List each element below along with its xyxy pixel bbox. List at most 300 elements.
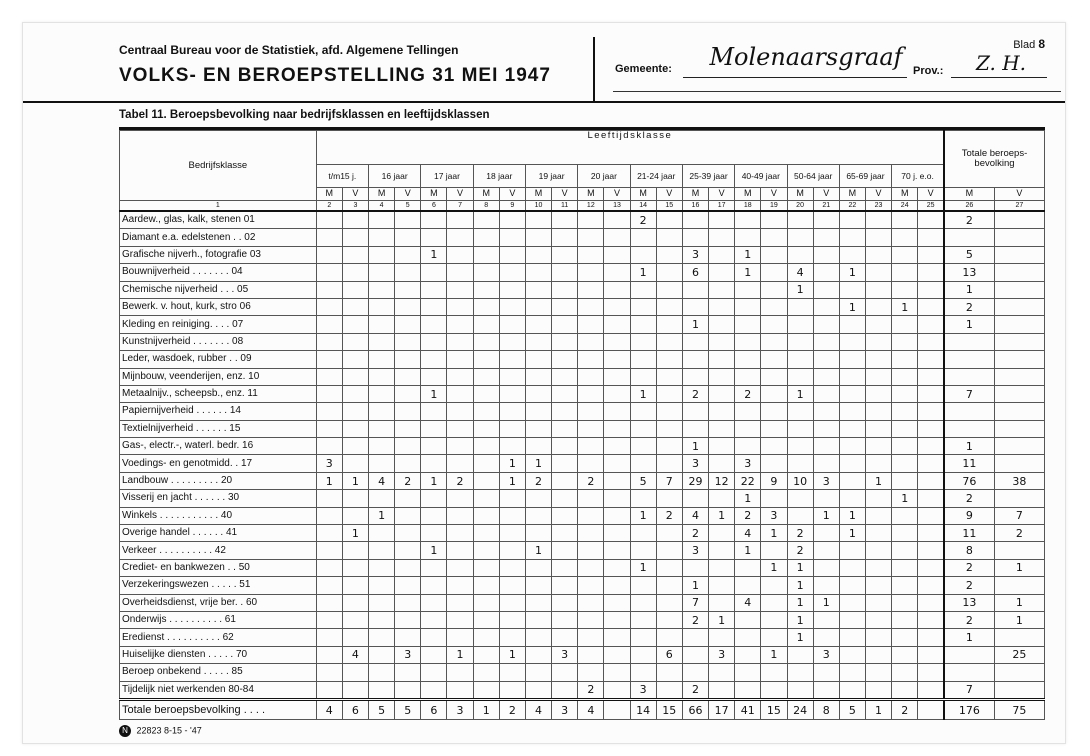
count-cell xyxy=(578,298,604,315)
count-cell xyxy=(709,211,735,229)
count-cell xyxy=(682,351,708,368)
count-cell xyxy=(342,594,368,611)
count-cell xyxy=(316,507,342,524)
count-cell xyxy=(499,559,525,576)
count-cell: 4 xyxy=(682,507,708,524)
count-cell xyxy=(316,664,342,681)
count-cell xyxy=(630,420,656,437)
count-cell xyxy=(630,368,656,385)
male-header: M xyxy=(369,187,395,200)
total-cell: 176 xyxy=(944,700,994,720)
count-cell xyxy=(447,594,473,611)
count-cell: 2 xyxy=(682,525,708,542)
count-cell xyxy=(918,333,944,350)
count-cell xyxy=(918,420,944,437)
count-cell xyxy=(604,281,630,298)
count-cell: 4 xyxy=(735,594,761,611)
table-row xyxy=(120,455,1045,472)
count-cell xyxy=(761,298,787,315)
count-cell xyxy=(656,525,682,542)
count-cell xyxy=(473,420,499,437)
count-cell: 1 xyxy=(944,629,994,646)
count-cell xyxy=(578,368,604,385)
count-cell xyxy=(709,542,735,559)
count-cell xyxy=(473,264,499,281)
bedrijfsklasse-label: Verkeer . . . . . . . . . . 42 xyxy=(120,542,317,559)
count-cell xyxy=(656,403,682,420)
count-cell xyxy=(735,438,761,455)
count-cell xyxy=(342,333,368,350)
count-cell xyxy=(994,351,1044,368)
count-cell xyxy=(316,333,342,350)
count-cell xyxy=(604,472,630,489)
count-cell xyxy=(369,333,395,350)
count-cell xyxy=(918,507,944,524)
count-cell xyxy=(709,525,735,542)
bedrijfsklasse-label: Verzekeringswezen . . . . . 51 xyxy=(120,577,317,594)
count-cell xyxy=(316,264,342,281)
count-cell xyxy=(369,368,395,385)
count-cell xyxy=(499,229,525,246)
bedrijfsklasse-label: Eredienst . . . . . . . . . . 62 xyxy=(120,629,317,646)
count-cell xyxy=(473,316,499,333)
count-cell xyxy=(421,438,447,455)
count-cell xyxy=(839,246,865,263)
count-cell xyxy=(918,664,944,681)
count-cell xyxy=(656,298,682,315)
table-row xyxy=(120,577,1045,594)
count-cell xyxy=(316,316,342,333)
count-cell xyxy=(865,211,891,229)
count-cell xyxy=(447,264,473,281)
table-row xyxy=(120,211,1045,229)
count-cell: 1 xyxy=(813,594,839,611)
count-cell: 6 xyxy=(682,264,708,281)
count-cell xyxy=(604,351,630,368)
column-number: 10 xyxy=(525,201,551,211)
count-cell xyxy=(994,246,1044,263)
count-cell xyxy=(839,333,865,350)
count-cell: 5 xyxy=(630,472,656,489)
count-cell xyxy=(552,525,578,542)
count-cell xyxy=(892,629,918,646)
count-cell: 1 xyxy=(994,594,1044,611)
count-cell xyxy=(682,403,708,420)
count-cell xyxy=(473,211,499,229)
count-cell xyxy=(499,525,525,542)
count-cell xyxy=(552,403,578,420)
age-group-header: 16 jaar xyxy=(369,164,421,187)
table-row xyxy=(120,472,1045,489)
count-cell xyxy=(813,490,839,507)
count-cell xyxy=(369,316,395,333)
count-cell: 1 xyxy=(421,385,447,402)
bedrijfsklasse-label: Tijdelijk niet werkenden 80-84 xyxy=(120,681,317,699)
total-cell: 6 xyxy=(342,700,368,720)
age-group-header: 25-39 jaar xyxy=(682,164,734,187)
column-number: 25 xyxy=(918,201,944,211)
count-cell xyxy=(892,664,918,681)
count-cell xyxy=(342,681,368,699)
count-cell xyxy=(709,298,735,315)
count-cell xyxy=(395,351,421,368)
count-cell xyxy=(473,490,499,507)
count-cell xyxy=(709,438,735,455)
count-cell xyxy=(342,490,368,507)
count-cell xyxy=(604,577,630,594)
count-cell xyxy=(865,333,891,350)
form-print-code xyxy=(119,725,202,737)
count-cell xyxy=(552,333,578,350)
count-cell xyxy=(525,281,551,298)
male-header: M xyxy=(682,187,708,200)
count-cell xyxy=(447,577,473,594)
count-cell xyxy=(447,629,473,646)
count-cell xyxy=(369,403,395,420)
count-cell xyxy=(787,455,813,472)
count-cell xyxy=(944,368,994,385)
count-cell xyxy=(865,646,891,663)
count-cell xyxy=(787,229,813,246)
count-cell xyxy=(342,229,368,246)
count-cell: 9 xyxy=(761,472,787,489)
count-cell xyxy=(865,664,891,681)
count-cell xyxy=(709,420,735,437)
count-cell xyxy=(761,664,787,681)
count-cell xyxy=(578,316,604,333)
count-cell xyxy=(918,611,944,628)
count-cell xyxy=(473,438,499,455)
total-cell: 15 xyxy=(656,700,682,720)
age-group-header: 18 jaar xyxy=(473,164,525,187)
count-cell xyxy=(369,629,395,646)
male-header: M xyxy=(735,187,761,200)
count-cell xyxy=(473,246,499,263)
count-cell xyxy=(994,681,1044,699)
count-cell xyxy=(604,420,630,437)
count-cell xyxy=(994,542,1044,559)
table-row xyxy=(120,368,1045,385)
female-header: V xyxy=(342,187,368,200)
count-cell xyxy=(499,368,525,385)
count-cell: 2 xyxy=(656,507,682,524)
table-row xyxy=(120,646,1045,663)
count-cell: 4 xyxy=(342,646,368,663)
count-cell xyxy=(839,385,865,402)
table-row xyxy=(120,559,1045,576)
count-cell xyxy=(316,298,342,315)
count-cell xyxy=(839,611,865,628)
count-cell xyxy=(682,281,708,298)
count-cell: 1 xyxy=(735,490,761,507)
count-cell xyxy=(709,594,735,611)
count-cell xyxy=(421,490,447,507)
count-cell xyxy=(630,525,656,542)
count-cell xyxy=(421,646,447,663)
count-cell xyxy=(865,246,891,263)
count-cell xyxy=(787,438,813,455)
total-cell xyxy=(604,700,630,720)
count-cell xyxy=(630,438,656,455)
occupation-age-table xyxy=(119,130,1045,720)
count-cell xyxy=(525,333,551,350)
count-cell: 2 xyxy=(578,681,604,699)
count-cell xyxy=(395,577,421,594)
count-cell xyxy=(735,298,761,315)
count-cell xyxy=(395,229,421,246)
count-cell xyxy=(604,368,630,385)
count-cell xyxy=(421,211,447,229)
count-cell xyxy=(865,316,891,333)
count-cell xyxy=(395,420,421,437)
column-number: 4 xyxy=(369,201,395,211)
count-cell xyxy=(918,594,944,611)
count-cell: 1 xyxy=(682,577,708,594)
count-cell xyxy=(525,438,551,455)
count-cell xyxy=(787,507,813,524)
count-cell: 1 xyxy=(787,594,813,611)
count-cell xyxy=(656,611,682,628)
count-cell: 1 xyxy=(761,525,787,542)
column-number: 13 xyxy=(604,201,630,211)
count-cell xyxy=(525,264,551,281)
bedrijfsklasse-label: Overige handel . . . . . . 41 xyxy=(120,525,317,542)
count-cell xyxy=(630,577,656,594)
count-cell xyxy=(787,246,813,263)
table-row xyxy=(120,264,1045,281)
count-cell xyxy=(525,229,551,246)
count-cell xyxy=(369,455,395,472)
count-cell: 13 xyxy=(944,264,994,281)
count-cell xyxy=(865,611,891,628)
count-cell xyxy=(892,420,918,437)
count-cell xyxy=(552,351,578,368)
count-cell xyxy=(813,577,839,594)
count-cell xyxy=(865,577,891,594)
count-cell xyxy=(892,385,918,402)
age-group-header: 19 jaar xyxy=(525,164,577,187)
count-cell xyxy=(395,264,421,281)
count-cell xyxy=(918,629,944,646)
count-cell xyxy=(865,542,891,559)
count-cell xyxy=(682,298,708,315)
column-number: 24 xyxy=(892,201,918,211)
count-cell xyxy=(865,403,891,420)
count-cell xyxy=(369,525,395,542)
header-rule-bottom xyxy=(23,101,1065,103)
count-cell xyxy=(994,455,1044,472)
count-cell xyxy=(682,211,708,229)
count-cell xyxy=(892,438,918,455)
count-cell: 1 xyxy=(421,246,447,263)
count-cell xyxy=(630,229,656,246)
count-cell xyxy=(552,368,578,385)
count-cell xyxy=(813,438,839,455)
count-cell xyxy=(604,333,630,350)
count-cell xyxy=(525,316,551,333)
count-cell xyxy=(787,403,813,420)
count-cell: 1 xyxy=(944,281,994,298)
bedrijfsklasse-label: Grafische nijverh., fotografie 03 xyxy=(120,246,317,263)
count-cell xyxy=(421,264,447,281)
count-cell xyxy=(918,681,944,699)
count-cell xyxy=(342,629,368,646)
count-cell xyxy=(787,333,813,350)
count-cell xyxy=(918,246,944,263)
count-cell xyxy=(578,438,604,455)
bedrijfsklasse-label: Mijnbouw, veenderijen, enz. 10 xyxy=(120,368,317,385)
count-cell xyxy=(395,211,421,229)
count-cell xyxy=(421,507,447,524)
count-cell xyxy=(604,664,630,681)
count-cell xyxy=(656,455,682,472)
count-cell xyxy=(473,629,499,646)
count-cell xyxy=(892,229,918,246)
count-cell: 1 xyxy=(735,264,761,281)
table-row xyxy=(120,525,1045,542)
count-cell xyxy=(656,490,682,507)
count-cell: 1 xyxy=(682,316,708,333)
count-cell xyxy=(813,333,839,350)
count-cell xyxy=(395,490,421,507)
count-cell xyxy=(578,281,604,298)
count-cell xyxy=(604,611,630,628)
count-cell xyxy=(473,611,499,628)
count-cell: 2 xyxy=(735,385,761,402)
bedrijfsklasse-label: Voedings- en genotmidd. . 17 xyxy=(120,455,317,472)
count-cell xyxy=(499,664,525,681)
count-cell xyxy=(839,472,865,489)
count-cell xyxy=(447,211,473,229)
count-cell xyxy=(944,403,994,420)
count-cell xyxy=(839,455,865,472)
count-cell xyxy=(578,542,604,559)
count-cell xyxy=(944,420,994,437)
count-cell xyxy=(918,646,944,663)
count-cell: 2 xyxy=(994,525,1044,542)
count-cell xyxy=(447,559,473,576)
bedrijfsklasse-label: Visserij en jacht . . . . . . 30 xyxy=(120,490,317,507)
count-cell xyxy=(421,333,447,350)
count-cell: 1 xyxy=(369,507,395,524)
count-cell: 1 xyxy=(709,507,735,524)
bedrijfsklasse-label: Crediet- en bankwezen . . 50 xyxy=(120,559,317,576)
count-cell xyxy=(787,681,813,699)
print-code-text: 22823 8-15 - '47 xyxy=(136,725,202,736)
count-cell: 3 xyxy=(316,455,342,472)
count-cell xyxy=(342,542,368,559)
count-cell xyxy=(787,490,813,507)
count-cell: 3 xyxy=(682,455,708,472)
bedrijfsklasse-label: Overheidsdienst, vrije ber. . 60 xyxy=(120,594,317,611)
totale-beroepsbevolking-header: Totale beroeps- bevolking xyxy=(944,131,1045,188)
count-cell: 1 xyxy=(787,577,813,594)
count-cell xyxy=(552,681,578,699)
table-row xyxy=(120,333,1045,350)
count-cell xyxy=(656,368,682,385)
count-cell xyxy=(342,507,368,524)
table-row xyxy=(120,438,1045,455)
count-cell xyxy=(892,281,918,298)
count-cell xyxy=(473,472,499,489)
count-cell xyxy=(813,611,839,628)
count-cell xyxy=(316,594,342,611)
count-cell xyxy=(735,281,761,298)
count-cell: 2 xyxy=(944,490,994,507)
count-cell xyxy=(447,438,473,455)
count-cell xyxy=(656,664,682,681)
count-cell: 1 xyxy=(944,438,994,455)
count-cell: 4 xyxy=(735,525,761,542)
count-cell xyxy=(369,211,395,229)
count-cell xyxy=(369,229,395,246)
count-cell: 1 xyxy=(892,490,918,507)
count-cell xyxy=(552,507,578,524)
form-sheet xyxy=(22,22,1066,744)
count-cell xyxy=(682,559,708,576)
count-cell xyxy=(578,646,604,663)
count-cell xyxy=(656,385,682,402)
table-row xyxy=(120,298,1045,315)
count-cell: 2 xyxy=(395,472,421,489)
female-header: V xyxy=(604,187,630,200)
count-cell xyxy=(342,420,368,437)
count-cell xyxy=(369,264,395,281)
count-cell xyxy=(787,368,813,385)
count-cell xyxy=(839,559,865,576)
count-cell xyxy=(918,264,944,281)
count-cell xyxy=(369,385,395,402)
count-cell xyxy=(342,403,368,420)
count-cell xyxy=(656,211,682,229)
count-cell xyxy=(892,594,918,611)
count-cell xyxy=(499,264,525,281)
count-cell xyxy=(552,385,578,402)
count-cell xyxy=(682,490,708,507)
count-cell xyxy=(369,281,395,298)
count-cell xyxy=(994,385,1044,402)
count-cell xyxy=(473,681,499,699)
count-cell xyxy=(994,229,1044,246)
count-cell xyxy=(761,542,787,559)
count-cell xyxy=(316,611,342,628)
sheet-number xyxy=(1013,37,1045,51)
count-cell: 2 xyxy=(944,577,994,594)
count-cell xyxy=(499,611,525,628)
count-cell: 1 xyxy=(865,472,891,489)
count-cell xyxy=(552,455,578,472)
count-cell xyxy=(994,664,1044,681)
count-cell xyxy=(578,611,604,628)
count-cell: 76 xyxy=(944,472,994,489)
count-cell: 1 xyxy=(787,611,813,628)
count-cell xyxy=(630,298,656,315)
count-cell xyxy=(395,298,421,315)
count-cell xyxy=(735,664,761,681)
count-cell: 2 xyxy=(525,472,551,489)
table-row xyxy=(120,507,1045,524)
count-cell xyxy=(473,559,499,576)
count-cell xyxy=(630,455,656,472)
count-cell xyxy=(604,455,630,472)
female-header: V xyxy=(395,187,421,200)
leeftijdsklasse-header: Leeftijdsklasse xyxy=(316,131,944,165)
count-cell: 1 xyxy=(630,385,656,402)
column-number: 18 xyxy=(735,201,761,211)
count-cell xyxy=(892,333,918,350)
count-cell: 4 xyxy=(787,264,813,281)
count-cell xyxy=(604,403,630,420)
